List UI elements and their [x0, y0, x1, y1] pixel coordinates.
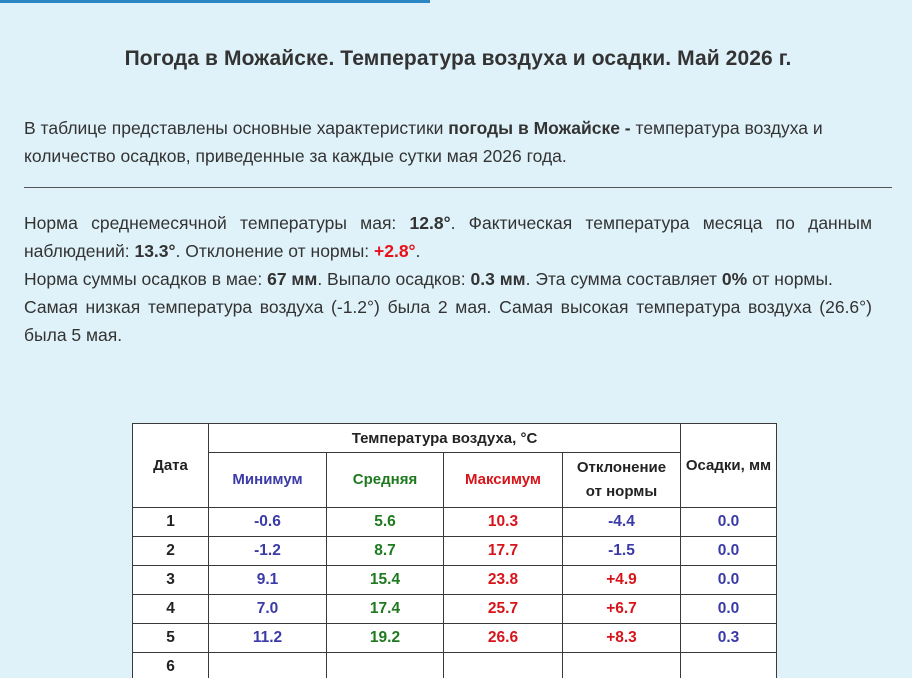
cell-precip: 0.3: [681, 624, 777, 653]
cell-max: 17.7: [444, 537, 563, 566]
cell-deviation: +8.3: [563, 624, 681, 653]
cell-avg: [327, 653, 444, 678]
page-title: Погода в Можайске. Температура воздуха и осадки. Май 2026 г.: [124, 47, 792, 70]
precip-norm-value: 67 мм: [267, 269, 318, 289]
intro-text-after: температура воздуха и количество осадков, приведенные за каждые сутки мая 2026 года.: [24, 118, 823, 166]
precip-norm-label: Норма суммы осадков в мае:: [24, 269, 268, 289]
table-row: [133, 508, 777, 537]
header-avg: Средняя: [327, 453, 444, 508]
cell-date: 4: [133, 595, 209, 624]
deviation-label: . Отклонение от нормы:: [175, 241, 374, 261]
table-row: [133, 537, 777, 566]
cell-avg: 5.6: [327, 508, 444, 537]
precip-share-value: 0%: [721, 269, 748, 289]
table-row: [133, 595, 777, 624]
header-deviation-line1: Отклонение: [576, 459, 667, 476]
precip-fell-label: . Выпало осадков:: [317, 269, 471, 289]
precip-share-label: . Эта сумма составляет: [525, 269, 722, 289]
temp-actual-value: 13.3°: [134, 241, 176, 261]
header-deviation-line2: от нормы: [585, 483, 658, 500]
temp-norm-value: 12.8°: [409, 213, 451, 233]
cell-deviation: +6.7: [563, 595, 681, 624]
monthly-stats: [24, 209, 872, 349]
temp-actual-label: . Фактическая температура месяца по данным наблюдений:: [24, 213, 872, 261]
deviation-end: .: [415, 241, 421, 261]
table-row: [133, 624, 777, 653]
intro-text-before: В таблице представлены основные характеристики: [24, 118, 449, 138]
cell-deviation: +4.9: [563, 566, 681, 595]
deviation-value: +2.8°: [374, 241, 416, 261]
cell-avg: 19.2: [327, 624, 444, 653]
cell-min: [209, 653, 327, 678]
header-min: Минимум: [209, 453, 327, 508]
cell-date: 5: [133, 624, 209, 653]
cell-min: 7.0: [209, 595, 327, 624]
cell-date: 3: [133, 566, 209, 595]
cell-deviation: [563, 653, 681, 678]
cell-min: -1.2: [209, 537, 327, 566]
cell-date: 1: [133, 508, 209, 537]
weather-table: [132, 423, 777, 678]
precip-share-end: от нормы.: [747, 269, 833, 289]
table-row: [133, 566, 777, 595]
header-date: Дата: [133, 424, 209, 508]
cell-deviation: -4.4: [563, 508, 681, 537]
cell-max: 25.7: [444, 595, 563, 624]
intro-bold-link: погоды в Можайске -: [448, 118, 631, 138]
extremes-line: Самая низкая температура воздуха (-1.2°) была 2 мая. Самая высокая температура воздуха (26.6°) была 5 мая.: [24, 297, 872, 345]
cell-avg: 8.7: [327, 537, 444, 566]
temp-norm-label: Норма среднемесячной температуры мая:: [24, 213, 410, 233]
cell-max: 26.6: [444, 624, 563, 653]
cell-precip: 0.0: [681, 508, 777, 537]
cell-precip: 0.0: [681, 595, 777, 624]
cell-date: 6: [133, 653, 209, 678]
temp-stats-line: [24, 209, 872, 265]
cell-deviation: -1.5: [563, 537, 681, 566]
cell-avg: 17.4: [327, 595, 444, 624]
cell-precip: 0.0: [681, 537, 777, 566]
table-body: [133, 508, 777, 678]
cell-max: 10.3: [444, 508, 563, 537]
table-row: [133, 653, 777, 678]
cell-precip: 0.0: [681, 566, 777, 595]
intro-paragraph: [24, 114, 892, 170]
precip-stats-line: [24, 265, 872, 293]
cell-min: -0.6: [209, 508, 327, 537]
cell-avg: 15.4: [327, 566, 444, 595]
cell-precip: [681, 653, 777, 678]
cell-max: [444, 653, 563, 678]
cell-min: 11.2: [209, 624, 327, 653]
top-accent-bar: [0, 0, 430, 3]
cell-max: 23.8: [444, 566, 563, 595]
header-max: Максимум: [444, 453, 563, 508]
header-temp-group: Температура воздуха, °C: [209, 424, 681, 453]
divider: [24, 187, 892, 188]
precip-fell-value: 0.3 мм: [470, 269, 526, 289]
header-precip: Осадки, мм: [681, 424, 777, 508]
cell-min: 9.1: [209, 566, 327, 595]
header-deviation: [563, 453, 681, 508]
cell-date: 2: [133, 537, 209, 566]
